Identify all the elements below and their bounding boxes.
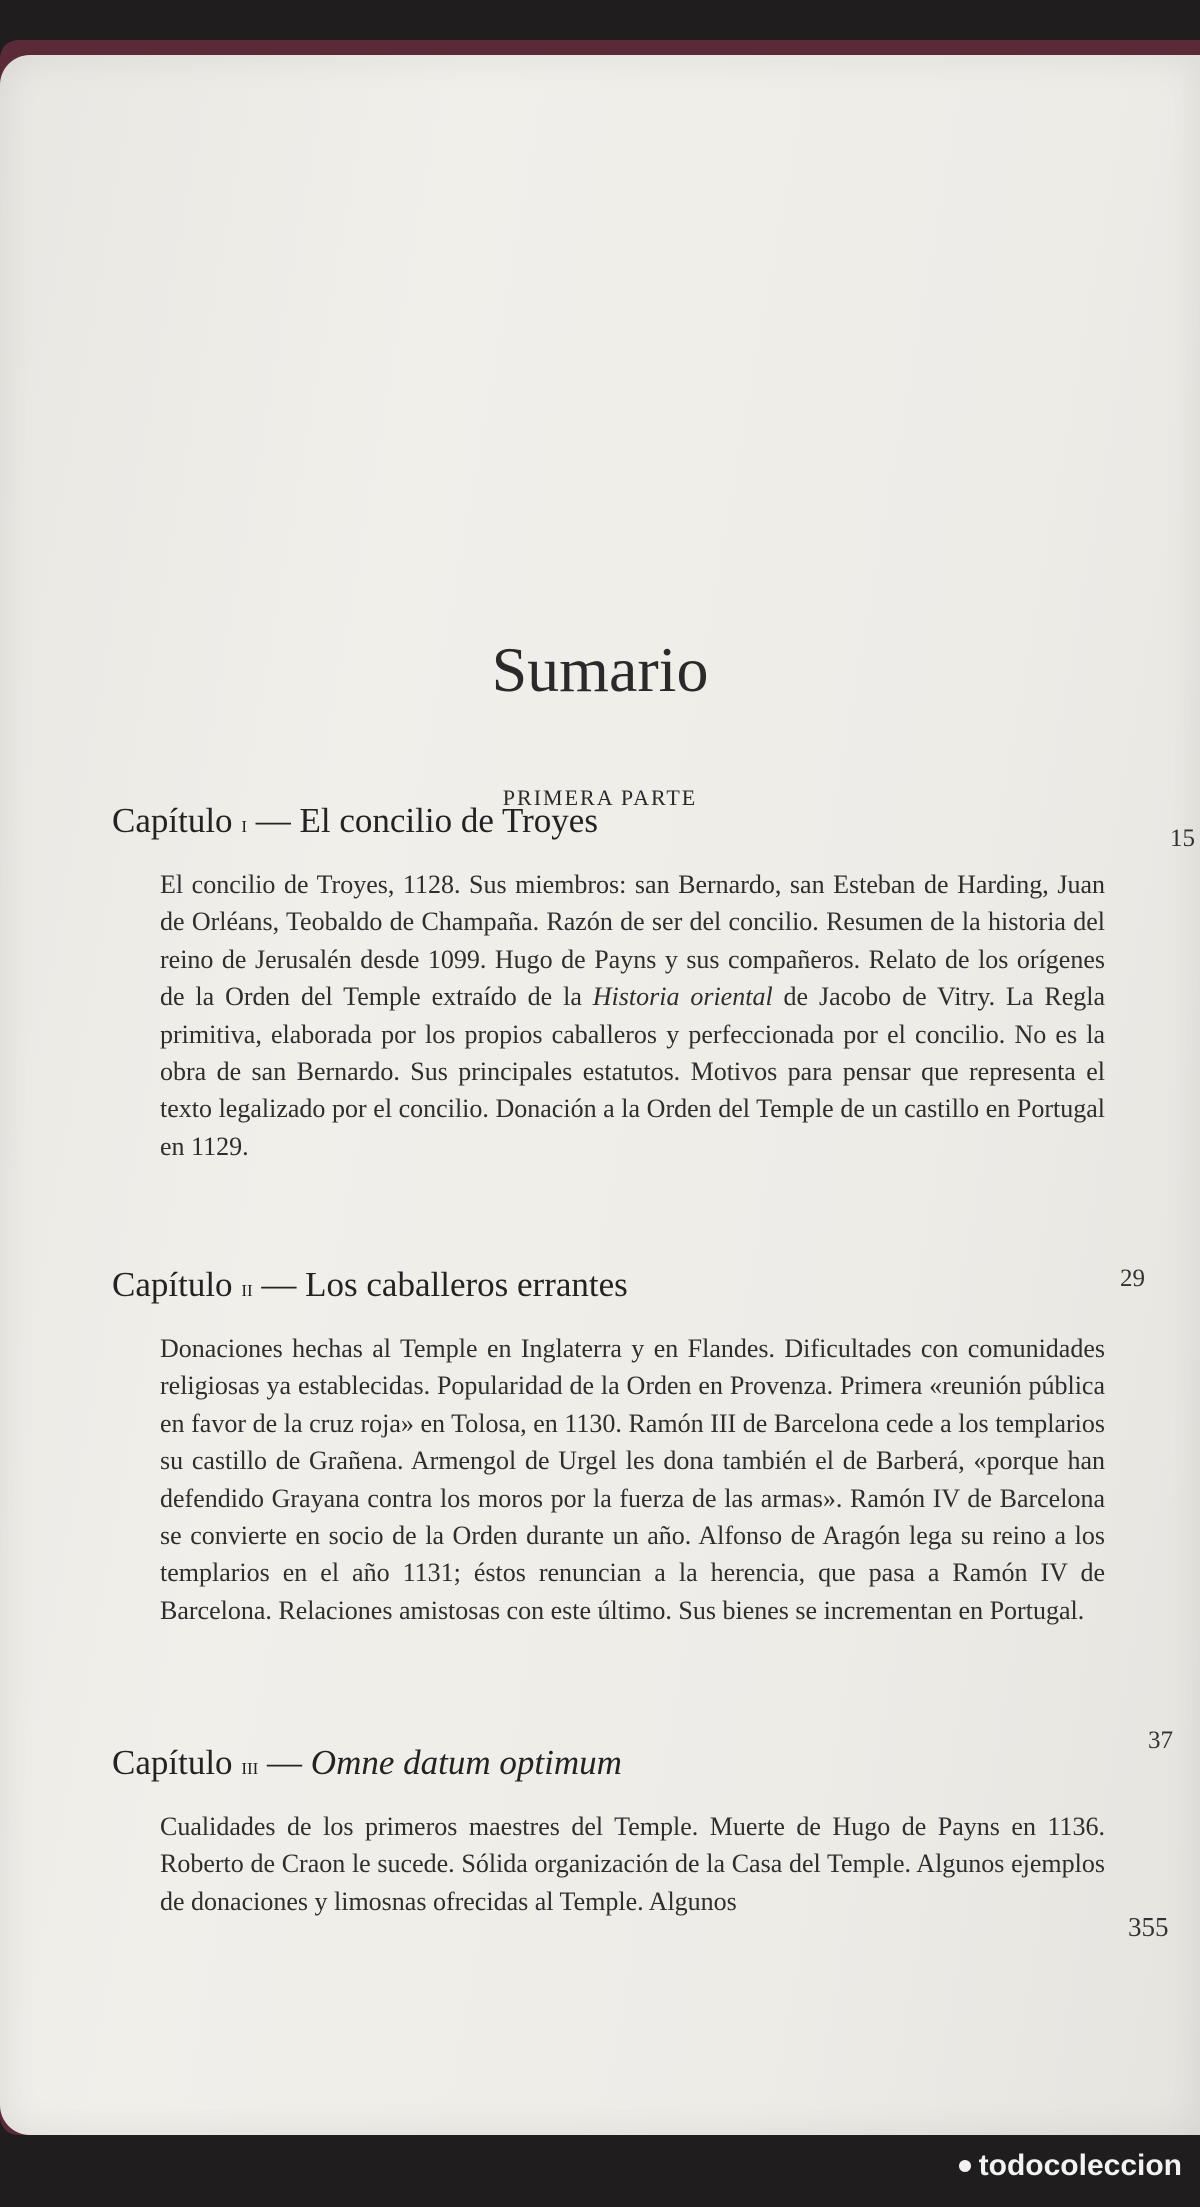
chapter-1-summary: [160, 866, 1105, 1165]
chapter-2-heading: [112, 1267, 1112, 1302]
page-title: Sumario: [491, 634, 709, 705]
chapter-1-label: Capítulo: [112, 801, 233, 840]
chapter-1-dash: —: [255, 801, 291, 840]
chapter-3-label: Capítulo: [112, 1743, 233, 1782]
chapter-1-heading: [112, 803, 1112, 838]
chapter-1-numeral: i: [241, 812, 247, 838]
watermark-logo: [959, 2149, 1182, 2183]
chapter-1-page-number: 15: [1170, 825, 1195, 852]
chapter-1: [112, 803, 1112, 1165]
chapter-3-summary: Cualidades de los primeros maestres del Temple. Muerte de Hugo de Payns en 1136. Roberto de Craon le sucede. Sólida organización de la Casa del Temple. Algunos ejemplos de donaciones y limosnas ofrecidas al Temple. Algunos: [160, 1812, 1105, 1916]
chapter-1-summary-italic: Historia oriental: [592, 982, 773, 1012]
chapter-2-numeral: ii: [241, 1276, 253, 1302]
chapter-2-dash: —: [261, 1265, 297, 1304]
chapter-2-page-number: 29: [1120, 1265, 1145, 1292]
chapter-1-name: El concilio de Troyes: [299, 801, 598, 840]
chapter-2: [112, 1267, 1112, 1629]
chapter-3-dash: —: [267, 1743, 303, 1782]
watermark-text: todocoleccion: [978, 2149, 1182, 2182]
chapter-3-heading: [112, 1745, 1112, 1780]
part-heading: PRIMERA PARTE: [502, 785, 698, 810]
chapter-2-summary: Donaciones hechas al Temple en Inglaterra y en Flandes. Dificultades con comunidades religiosas ya establecidas. Popularidad de la Orden en Provenza. Primera «reunión pública en favor de la cruz roja» en Tolosa, en 1130. Ramón III de Barcelona cede a los templarios su castillo de Grañena. Armengol de Urgel les dona también el de Barberá, «porque han defendido Grayana contra los moros por la fuerza de las armas». Ramón IV de Barcelona se convierte en socio de la Orden durante un año. Alfonso de Aragón lega su reino a los templarios en el año 1131; éstos renuncian a la herencia, que pasa a Ramón IV de Barcelona. Relaciones amistosas con este último. Sus bienes se incrementan en Portugal.: [160, 1334, 1105, 1625]
chapter-2-name: Los caballeros errantes: [305, 1265, 628, 1304]
chapter-3-page-number: 37: [1148, 1727, 1173, 1754]
chapter-3-name: Omne datum optimum: [310, 1743, 622, 1782]
chapter-2-label: Capítulo: [112, 1265, 233, 1304]
folio-page-number: 355: [1128, 1912, 1169, 1942]
chapter-3: [112, 1745, 1112, 1920]
chapter-3-numeral: iii: [241, 1754, 259, 1780]
chapter-1-summary-end: de Jacobo de Vitry. La Regla primitiva, elaborada por los propios caballeros y perfeccionada por el concilio. No es la obra de san Bernardo. Sus principales estatutos. Motivos para pensar que representa el texto legalizado por el concilio. Donación a la Orden del Temple de un castillo en Portugal en 1129.: [160, 982, 1106, 1161]
chapter-1-summary-text: El concilio de Troyes, 1128. Sus miembros: san Bernardo, san Esteban de Harding, Juan de Orléans, Teobaldo de Champaña. Razón de ser del concilio. Resumen de la historia del reino de Jerusalén desde 1099. Hugo de Payns y sus compañeros. Relato de los orígenes de la Orden del Temple extraído de la: [160, 870, 1105, 1012]
watermark-dot-icon: [959, 2160, 971, 2172]
book-page: [0, 55, 1200, 2135]
